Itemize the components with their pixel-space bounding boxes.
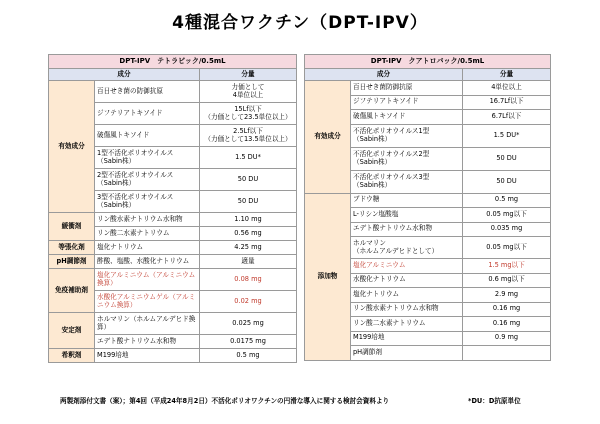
component-cell: 百日せき菌防御抗原 xyxy=(351,81,463,96)
component-cell: リン酸二水素ナトリウム xyxy=(95,227,200,241)
component-cell: pH調節剤 xyxy=(351,346,463,361)
component-cell: 1型不活化ポリオウイルス （Sabin株） xyxy=(95,147,200,169)
component-cell: 不活化ポリオウイルス3型 （Sabin株） xyxy=(351,170,463,193)
page-title: 4種混合ワクチン（DPT-IPV） xyxy=(172,13,428,33)
table-row xyxy=(49,241,297,255)
amount-cell: 4単位以上 xyxy=(463,81,551,96)
component-cell: 塩化ナトリウム xyxy=(95,241,200,255)
table-row xyxy=(305,193,551,208)
component-cell: ジフテリアトキソイド xyxy=(351,95,463,110)
component-cell: リン酸水素ナトリウム水和物 xyxy=(95,213,200,227)
source-note: 两製剤添付文書（案）；第4回（平成24年8月2日）不活化ポリオワクチンの円滑な導入に関する検討会資料より xyxy=(60,397,390,405)
amount-cell: 0.6 mg以下 xyxy=(463,273,551,288)
amount-cell: 6.7Lf以下 xyxy=(463,110,551,125)
table-row xyxy=(49,269,297,291)
amount-cell: 0.05 mg以下 xyxy=(463,208,551,223)
component-cell: L-リシン塩酸塩 xyxy=(351,208,463,223)
amount-cell: 16.7Lf以下 xyxy=(463,95,551,110)
amount-cell: 1.5 DU* xyxy=(463,124,551,147)
category-cell: 緩衝剤 xyxy=(49,213,95,241)
component-cell: 水酸化アルミニウムゲル（アルミニウム換算） xyxy=(95,291,200,313)
component-cell: M199培地 xyxy=(351,331,463,346)
component-cell: ホルマリン （ホルムアルデヒドとして） xyxy=(351,237,463,259)
amount-cell: 50 DU xyxy=(200,169,297,191)
amount-cell: 0.56 mg xyxy=(200,227,297,241)
component-cell: リン酸水素ナトリウム水和物 xyxy=(351,302,463,317)
amount-cell: 15Lf以下 （力価として23.5単位以上） xyxy=(200,103,297,125)
amount-cell: 0.16 mg xyxy=(463,302,551,317)
category-cell: pH調節剤 xyxy=(49,255,95,269)
component-cell: エデト酸ナトリウム水和物 xyxy=(351,222,463,237)
component-column-header: 成分 xyxy=(49,69,200,81)
product-header: DPT-IPV クアトロバック/0.5mL xyxy=(305,55,551,69)
amount-cell: 0.0175 mg xyxy=(200,335,297,349)
component-cell: 破傷風トキソイド xyxy=(95,125,200,147)
du-footnote: *DU：D抗原単位 xyxy=(468,397,521,405)
amount-cell: 力価として 4単位以上 xyxy=(200,81,297,103)
amount-cell: 50 DU xyxy=(463,170,551,193)
table-row xyxy=(49,81,297,103)
product-header: DPT-IPV テトラビック/0.5mL xyxy=(49,55,297,69)
amount-cell: 0.5 mg xyxy=(463,193,551,208)
component-cell: リン酸二水素ナトリウム xyxy=(351,317,463,332)
amount-cell: 0.5 mg xyxy=(200,349,297,363)
category-cell: 等張化剤 xyxy=(49,241,95,255)
amount-cell: 適量 xyxy=(200,255,297,269)
amount-cell: 4.25 mg xyxy=(200,241,297,255)
amount-cell: 0.05 mg以下 xyxy=(463,237,551,259)
component-cell: 塩化ナトリウム xyxy=(351,288,463,303)
amount-cell: 2.9 mg xyxy=(463,288,551,303)
component-cell: 水酸化ナトリウム xyxy=(351,273,463,288)
component-cell: ホルマリン（ホルムアルデヒド換算） xyxy=(95,313,200,335)
table-row xyxy=(49,255,297,269)
amount-cell: 0.08 mg xyxy=(200,269,297,291)
category-cell: 安定剤 xyxy=(49,313,95,349)
amount-cell: 1.10 mg xyxy=(200,213,297,227)
component-cell: M199培地 xyxy=(95,349,200,363)
component-cell: 塩化アルミニウム xyxy=(351,259,463,274)
amount-cell: 2.5Lf以下 （力価として13.5単位以上） xyxy=(200,125,297,147)
amount-cell xyxy=(463,346,551,361)
component-cell: ジフテリアトキソイド xyxy=(95,103,200,125)
amount-cell: 50 DU xyxy=(463,147,551,170)
right-vaccine-table xyxy=(304,54,551,361)
component-cell: 不活化ポリオウイルス1型 （Sabin株） xyxy=(351,124,463,147)
amount-cell: 0.035 mg xyxy=(463,222,551,237)
component-cell: エデト酸ナトリウム水和物 xyxy=(95,335,200,349)
amount-cell: 0.16 mg xyxy=(463,317,551,332)
component-cell: 不活化ポリオウイルス2型 （Sabin株） xyxy=(351,147,463,170)
component-cell: 3型不活化ポリオウイルス （Sabin株） xyxy=(95,191,200,213)
amount-cell: 0.9 mg xyxy=(463,331,551,346)
left-vaccine-table xyxy=(48,54,297,363)
category-cell: 有効成分 xyxy=(49,81,95,213)
component-cell: 百日せき菌の防御抗原 xyxy=(95,81,200,103)
amount-cell: 0.02 mg xyxy=(200,291,297,313)
category-cell: 希釈剤 xyxy=(49,349,95,363)
component-cell: ブドウ糖 xyxy=(351,193,463,208)
table-row xyxy=(305,81,551,96)
category-cell: 免疫補助剤 xyxy=(49,269,95,313)
component-column-header: 成分 xyxy=(305,69,463,81)
amount-cell: 0.025 mg xyxy=(200,313,297,335)
category-cell: 有効成分 xyxy=(305,81,351,194)
table-row xyxy=(49,313,297,335)
category-cell: 添加物 xyxy=(305,193,351,360)
table-row xyxy=(49,349,297,363)
component-cell: 塩化アルミニウム（アルミニウム換算） xyxy=(95,269,200,291)
component-cell: 酢酸、塩酸、水酸化ナトリウム xyxy=(95,255,200,269)
component-cell: 2型不活化ポリオウイルス （Sabin株） xyxy=(95,169,200,191)
amount-column-header: 分量 xyxy=(200,69,297,81)
table-row xyxy=(49,213,297,227)
amount-column-header: 分量 xyxy=(463,69,551,81)
component-cell: 破傷風トキソイド xyxy=(351,110,463,125)
amount-cell: 1.5 DU* xyxy=(200,147,297,169)
amount-cell: 1.5 mg以下 xyxy=(463,259,551,274)
amount-cell: 50 DU xyxy=(200,191,297,213)
